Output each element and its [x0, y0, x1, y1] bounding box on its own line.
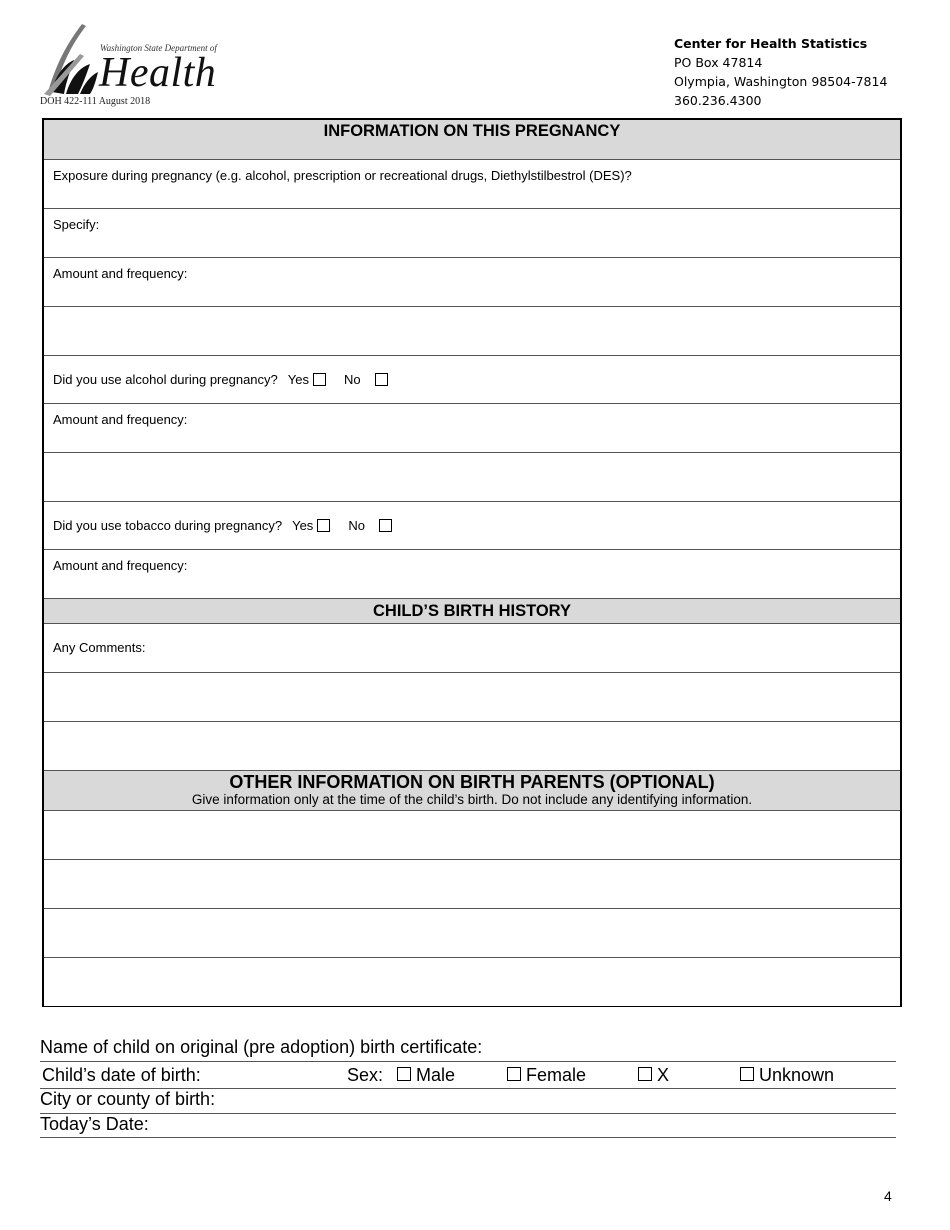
logo-health-text: Health — [99, 50, 217, 96]
comments-blank-row-1[interactable] — [44, 673, 900, 722]
amount-frequency-label-1: Amount and frequency: — [53, 266, 188, 281]
birth-history-header — [44, 599, 900, 624]
address-po-box: PO Box 47814 — [674, 55, 763, 70]
form-id: DOH 422-111 August 2018 — [40, 96, 151, 107]
sex-option-male[interactable]: Male — [397, 1065, 455, 1086]
other-info-header — [44, 771, 900, 811]
sex-option-x[interactable]: X — [638, 1065, 669, 1086]
blank-row-2[interactable] — [44, 453, 900, 502]
tobacco-no-label: No — [348, 518, 365, 533]
alcohol-row — [44, 356, 900, 404]
today-date-label: Today’s Date: — [40, 1114, 149, 1134]
address-org: Center for Health Statistics — [674, 36, 868, 51]
alcohol-no-label: No — [343, 372, 361, 387]
child-name-field[interactable] — [40, 1037, 896, 1062]
tobacco-yes-checkbox[interactable] — [317, 519, 330, 532]
birth-history-title: CHILD’S BIRTH HISTORY — [372, 601, 571, 620]
page-number: 4 — [884, 1188, 892, 1204]
child-name-label: Name of child on original (pre adoption) birth certificate: — [40, 1037, 483, 1057]
sex-label: Sex: — [347, 1065, 384, 1085]
address-block — [674, 34, 887, 110]
blank-row-1[interactable] — [44, 307, 900, 356]
sex-option-female[interactable]: Female — [507, 1065, 586, 1086]
comments-label: Any Comments: — [53, 640, 146, 655]
amount-frequency-label-3: Amount and frequency: — [53, 558, 188, 573]
specify-label: Specify: — [53, 217, 100, 232]
tobacco-no-checkbox[interactable] — [379, 519, 392, 532]
comments-blank-row-2[interactable] — [44, 722, 900, 771]
dob-label: Child’s date of birth: — [42, 1065, 201, 1085]
tobacco-row — [44, 502, 900, 550]
city-county-label: City or county of birth: — [40, 1089, 216, 1109]
tobacco-yes-label: Yes — [292, 518, 314, 533]
amount-frequency-row-3[interactable] — [44, 550, 900, 599]
pregnancy-section-title: INFORMATION ON THIS PREGNANCY — [323, 122, 621, 140]
other-info-title: OTHER INFORMATION ON BIRTH PARENTS (OPTIONAL) — [229, 772, 715, 792]
logo-department-text: Washington State Department of — [100, 43, 217, 53]
tobacco-question: Did you use tobacco during pregnancy? — [53, 518, 283, 533]
alcohol-question: Did you use alcohol during pregnancy? — [53, 372, 278, 387]
other-info-row-3[interactable] — [44, 909, 900, 958]
amount-frequency-label-2: Amount and frequency: — [53, 412, 188, 427]
other-info-row-4[interactable] — [44, 958, 900, 1006]
dob-sex-row — [40, 1063, 896, 1089]
male-checkbox[interactable] — [397, 1067, 411, 1081]
pregnancy-form-table — [42, 118, 902, 1007]
x-checkbox[interactable] — [638, 1067, 652, 1081]
other-info-row-1[interactable] — [44, 811, 900, 860]
pregnancy-section-header — [44, 120, 900, 160]
exposure-label: Exposure during pregnancy (e.g. alcohol, prescription or recreational drugs, Diethylstilbestrol (DES)? — [53, 168, 632, 183]
alcohol-no-checkbox[interactable] — [375, 373, 388, 386]
alcohol-yes-checkbox[interactable] — [313, 373, 326, 386]
city-county-field[interactable] — [40, 1089, 896, 1114]
other-info-subtitle: Give information only at the time of the child’s birth. Do not include any identifying information. — [191, 792, 753, 807]
sex-option-unknown[interactable]: Unknown — [740, 1065, 834, 1086]
alcohol-yes-label: Yes — [287, 372, 309, 387]
female-checkbox[interactable] — [507, 1067, 521, 1081]
amount-frequency-row-2[interactable] — [44, 404, 900, 453]
comments-row[interactable] — [44, 624, 900, 673]
address-city: Olympia, Washington 98504-7814 — [674, 74, 888, 89]
exposure-row[interactable] — [44, 160, 900, 209]
address-phone: 360.236.4300 — [674, 93, 762, 108]
amount-frequency-row-1[interactable] — [44, 258, 900, 307]
specify-row[interactable] — [44, 209, 900, 258]
other-info-row-2[interactable] — [44, 860, 900, 909]
today-date-field[interactable] — [40, 1114, 896, 1138]
unknown-checkbox[interactable] — [740, 1067, 754, 1081]
